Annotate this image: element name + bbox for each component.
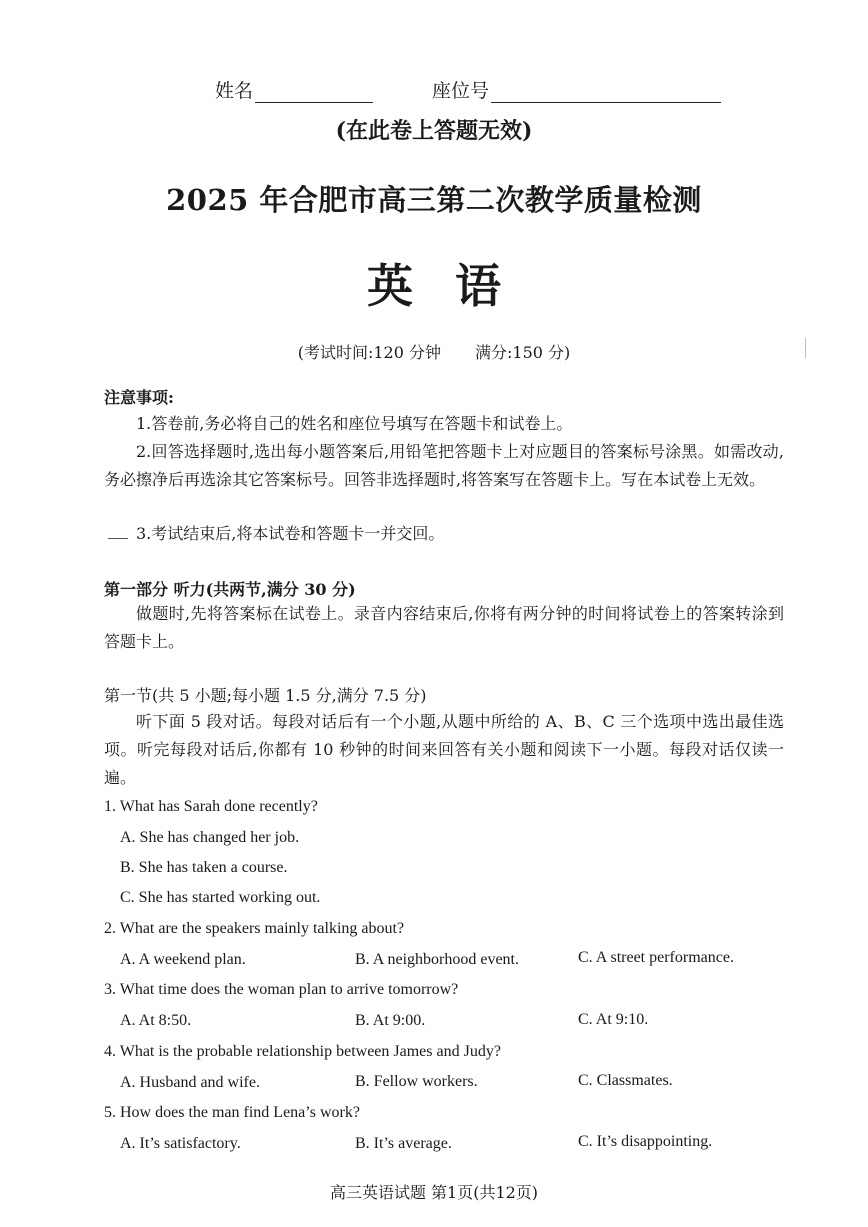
q2-option-a: A. A weekend plan.: [120, 951, 246, 968]
seat-number-label: 座位号: [432, 80, 490, 102]
section1-heading: 第一节(共 5 小题;每小题 1.5 分,满分 7.5 分): [104, 686, 427, 705]
scan-mark: [805, 338, 806, 358]
name-label: 姓名: [215, 80, 254, 102]
seat-number-field[interactable]: [432, 76, 721, 103]
subject-title: 英语: [367, 259, 543, 313]
q1-option-b: B. She has taken a course.: [120, 859, 288, 876]
part1-intro: 做题时,先将答案标在试卷上。录音内容结束后,你将有两分钟的时间将试卷上的答案转涂到答题卡上。: [104, 604, 784, 651]
q3-option-a: A. At 8:50.: [120, 1012, 192, 1029]
name-field[interactable]: [215, 76, 373, 103]
q2-option-b: B. A neighborhood event.: [355, 951, 519, 968]
notice-item-3: 3.考试结束后,将本试卷和答题卡一并交回。: [136, 524, 445, 543]
question-1: 1. What has Sarah done recently?: [104, 798, 318, 815]
question-5: 5. How does the man find Lena’s work?: [104, 1104, 360, 1121]
q3-option-b: B. At 9:00.: [355, 1012, 426, 1029]
q2-option-c: C. A street performance.: [578, 949, 734, 966]
part1-heading: 第一部分 听力(共两节,满分 30 分): [104, 580, 356, 599]
q1-option-c: C. She has started working out.: [120, 889, 321, 906]
q4-option-a: A. Husband and wife.: [120, 1074, 260, 1091]
q5-option-c: C. It’s disappointing.: [578, 1133, 713, 1150]
question-4: 4. What is the probable relationship between James and Judy?: [104, 1043, 501, 1060]
q4-option-c: C. Classmates.: [578, 1072, 673, 1089]
section1-intro: 听下面 5 段对话。每段对话后有一个小题,从题中所给的 A、B、C 三个选项中选出最佳选项。听完每段对话后,你都有 10 秒钟的时间来回答有关小题和阅读下一小题。每段对话仅读一遍。: [104, 712, 784, 787]
q5-option-b: B. It’s average.: [355, 1135, 452, 1152]
invalid-note: (在此卷上答题无效): [335, 118, 533, 144]
q4-option-b: B. Fellow workers.: [355, 1073, 478, 1090]
q1-option-a: A. She has changed her job.: [120, 829, 300, 846]
page-footer: 高三英语试题 第1页(共12页): [329, 1183, 539, 1202]
exam-time: (考试时间:120 分钟: [297, 343, 441, 362]
notices-heading: 注意事项:: [104, 388, 174, 407]
question-2: 2. What are the speakers mainly talking about?: [104, 920, 405, 937]
name-blank[interactable]: [255, 83, 373, 103]
q3-option-c: C. At 9:10.: [578, 1011, 649, 1028]
question-3: 3. What time does the woman plan to arrive tomorrow?: [104, 981, 459, 998]
exam-score: 满分:150 分): [475, 343, 571, 362]
exam-info: [0, 340, 868, 363]
notice-item-2: 2.回答选择题时,选出每小题答案后,用铅笔把答题卡上对应题目的答案标号涂黑。如需改动,务必擦净后再选涂其它答案标号。回答非选择题时,将答案写在答题卡上。写在本试卷上无效。: [104, 442, 784, 489]
notice-item-1: 1.答卷前,务必将自己的姓名和座位号填写在答题卡和试卷上。: [136, 414, 573, 433]
seat-number-blank[interactable]: [491, 83, 721, 103]
exam-title: 2025 年合肥市高三第二次教学质量检测: [166, 183, 702, 217]
q5-option-a: A. It’s satisfactory.: [120, 1135, 241, 1152]
